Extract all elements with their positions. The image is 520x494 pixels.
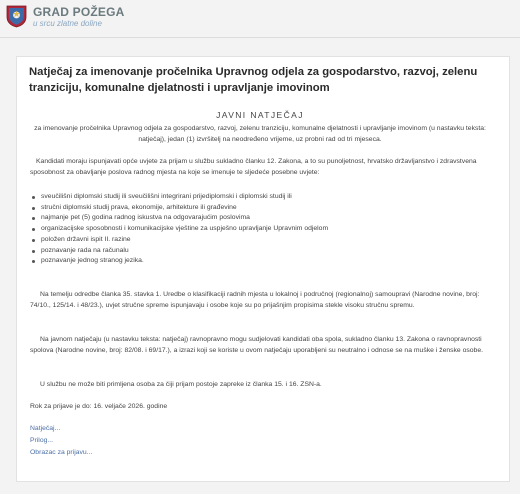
attachment-link-prilog[interactable]: Prilog... — [30, 437, 54, 444]
legal-basis-paragraph: Na temelju odredbe članka 35. stavka 1. Uredbe o klasifikaciji radnih mjesta u lokalnoj i područnoj (regionalnoj) samoupravi (Narodne novine, broj: 74/10., 125/14. i 48/23.), uvjet stručne spreme ispunjavaju i osobe koje su po prijašnjim propisima stekle visoku stručnu spremu. — [30, 291, 480, 309]
list-item: poznavanje rada na računalu — [31, 246, 491, 257]
attachment-link-natjecaj[interactable]: Natječaj... — [30, 425, 61, 432]
coat-of-arms-icon[interactable] — [5, 4, 28, 28]
header-divider — [0, 37, 520, 38]
list-item: položen državni ispit II. razine — [31, 235, 491, 246]
list-item: sveučilišni diplomski studij ili sveučilišni integrirani prijediplomski i diplomski studij ili — [31, 192, 491, 203]
attachments-list — [30, 423, 92, 459]
notice-heading: JAVNI NATJEČAJ — [216, 110, 304, 120]
page-title: Natječaj za imenovanje pročelnika Upravnog odjela za gospodarstvo, razvoj, zelenu tranziciju, komunalne djelatnosti i upravljanje imovinom — [29, 66, 478, 94]
conditions-intro-paragraph: Kandidati moraju ispunjavati opće uvjete za prijam u službu sukladno članku 12. Zakona, a to su punoljetnost, hrvatsko državljanstvo i zdravstvena sposobnost za obavljanje poslova radnog mjesta na koje se imenuje te sljedeće posebne uvjete: — [30, 158, 477, 176]
list-item: najmanje pet (5) godina radnog iskustva na odgovarajućim poslovima — [31, 213, 491, 224]
conditions-list — [31, 192, 491, 267]
site-logo-title[interactable]: GRAD POŽEGA — [33, 5, 125, 19]
deadline-text: Rok za prijave je do: 16. veljače 2026. godine — [30, 403, 168, 410]
list-item: organizacijske sposobnosti i komunikacijske vještine za uspješno upravljanje Upravnim odjelom — [31, 224, 491, 235]
intro-paragraph: za imenovanje pročelnika Upravnog odjela za gospodarstvo, razvoj, zelenu tranziciju, komunalne djelatnosti i upravljanje imovinom (u nastavku teksta: natječaj), jedan (1) izvršitelj na neodređeno vrijeme, uz probni rad od tri mjeseca. — [34, 125, 486, 143]
list-item: stručni diplomski studij prava, ekonomije, arhitekture ili građevine — [31, 203, 491, 214]
site-logo-subtitle: u srcu zlatne doline — [33, 19, 102, 28]
attachment-link-obrazac[interactable]: Obrazac za prijavu... — [30, 449, 93, 456]
exclusion-paragraph: U službu ne može biti primljena osoba za čiji prijam postoje zapreke iz članka 15. i 16. ZSN-a. — [40, 381, 322, 388]
gender-equality-paragraph: Na javnom natječaju (u nastavku teksta: natječaj) ravnopravno mogu sudjelovati kandidati oba spola, sukladno članku 13. Zakona o ravnopravnosti spolova (Narodne novine, broj: 82/08. i 69/17.), a izrazi koji se koriste u ovom natječaju uporabljeni su neutralno i odnose se na muške i ženske osobe. — [30, 336, 484, 354]
list-item: poznavanje jednog stranog jezika. — [31, 256, 491, 267]
site-header — [0, 0, 520, 34]
